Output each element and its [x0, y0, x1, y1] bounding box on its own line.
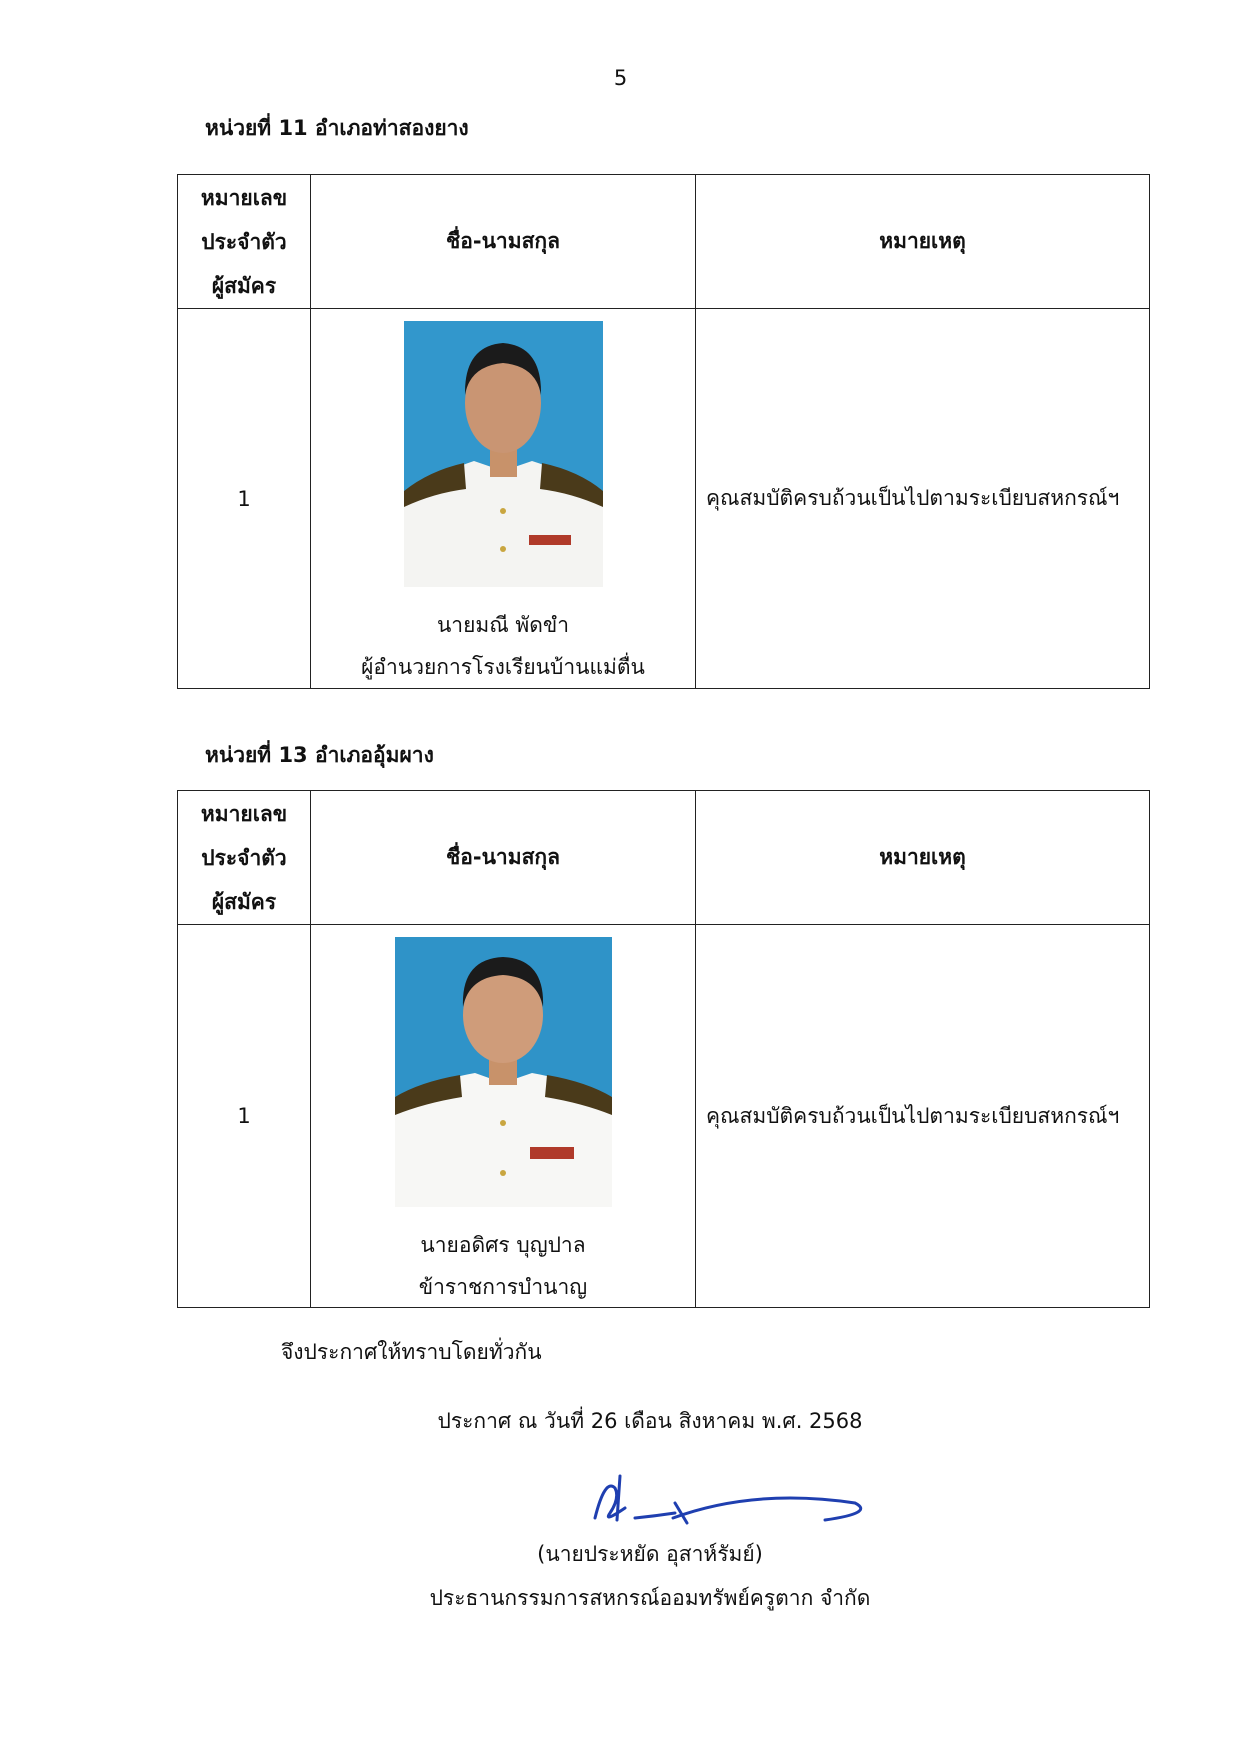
- header-remark: หมายเหตุ: [696, 175, 1150, 309]
- section-heading-unit-13: หน่วยที่ 13 อำเภออุ้มผาง: [205, 743, 434, 767]
- section-heading-unit-11: หน่วยที่ 11 อำเภอท่าสองยาง: [205, 116, 469, 140]
- candidate-name: นายอดิศร บุญปาล: [420, 1233, 586, 1257]
- signer-title: ประธานกรรมการสหกรณ์ออมทรัพย์ครูตาก จำกัด: [429, 1586, 871, 1610]
- header-name: ชื่อ-นามสกุล: [311, 175, 696, 309]
- candidate-position: ข้าราชการบำนาญ: [418, 1275, 588, 1299]
- header-id-line: หมายเลข: [200, 185, 288, 210]
- header-id-line: ผู้สมัคร: [211, 273, 277, 298]
- candidate-cell: [311, 925, 696, 1308]
- header-id-line: ประจำตัว: [201, 845, 287, 870]
- candidate-remark: คุณสมบัติครบถ้วนเป็นไปตามระเบียบสหกรณ์ฯ: [696, 309, 1150, 689]
- candidate-number: 1: [178, 309, 311, 689]
- header-candidate-number: [178, 791, 311, 925]
- header-id-line: หมายเลข: [200, 801, 288, 826]
- closing-statement: จึงประกาศให้ทราบโดยทั่วกัน: [281, 1340, 542, 1364]
- signer-name: (นายประหยัด อุสาห์รัมย์): [537, 1542, 763, 1566]
- candidate-cell: [311, 309, 696, 689]
- candidate-name: นายมณี พัดขำ: [436, 613, 570, 637]
- candidate-remark: คุณสมบัติครบถ้วนเป็นไปตามระเบียบสหกรณ์ฯ: [696, 925, 1150, 1308]
- candidate-table-unit-11: [177, 174, 1150, 689]
- announcement-date: ประกาศ ณ วันที่ 26 เดือน สิงหาคม พ.ศ. 2568: [437, 1409, 863, 1433]
- header-name: ชื่อ-นามสกุล: [311, 791, 696, 925]
- candidate-position: ผู้อำนวยการโรงเรียนบ้านแม่ตื่น: [361, 655, 645, 679]
- header-id-line: ประจำตัว: [201, 229, 287, 254]
- signature: [575, 1468, 875, 1542]
- header-id-line: ผู้สมัคร: [211, 889, 277, 914]
- header-remark: หมายเหตุ: [696, 791, 1150, 925]
- candidate-number: 1: [178, 925, 311, 1308]
- header-candidate-number: [178, 175, 311, 309]
- page-number: 5: [613, 66, 628, 90]
- candidate-photo: [404, 321, 603, 587]
- candidate-photo: [395, 937, 612, 1207]
- candidate-table-unit-13: [177, 790, 1150, 1308]
